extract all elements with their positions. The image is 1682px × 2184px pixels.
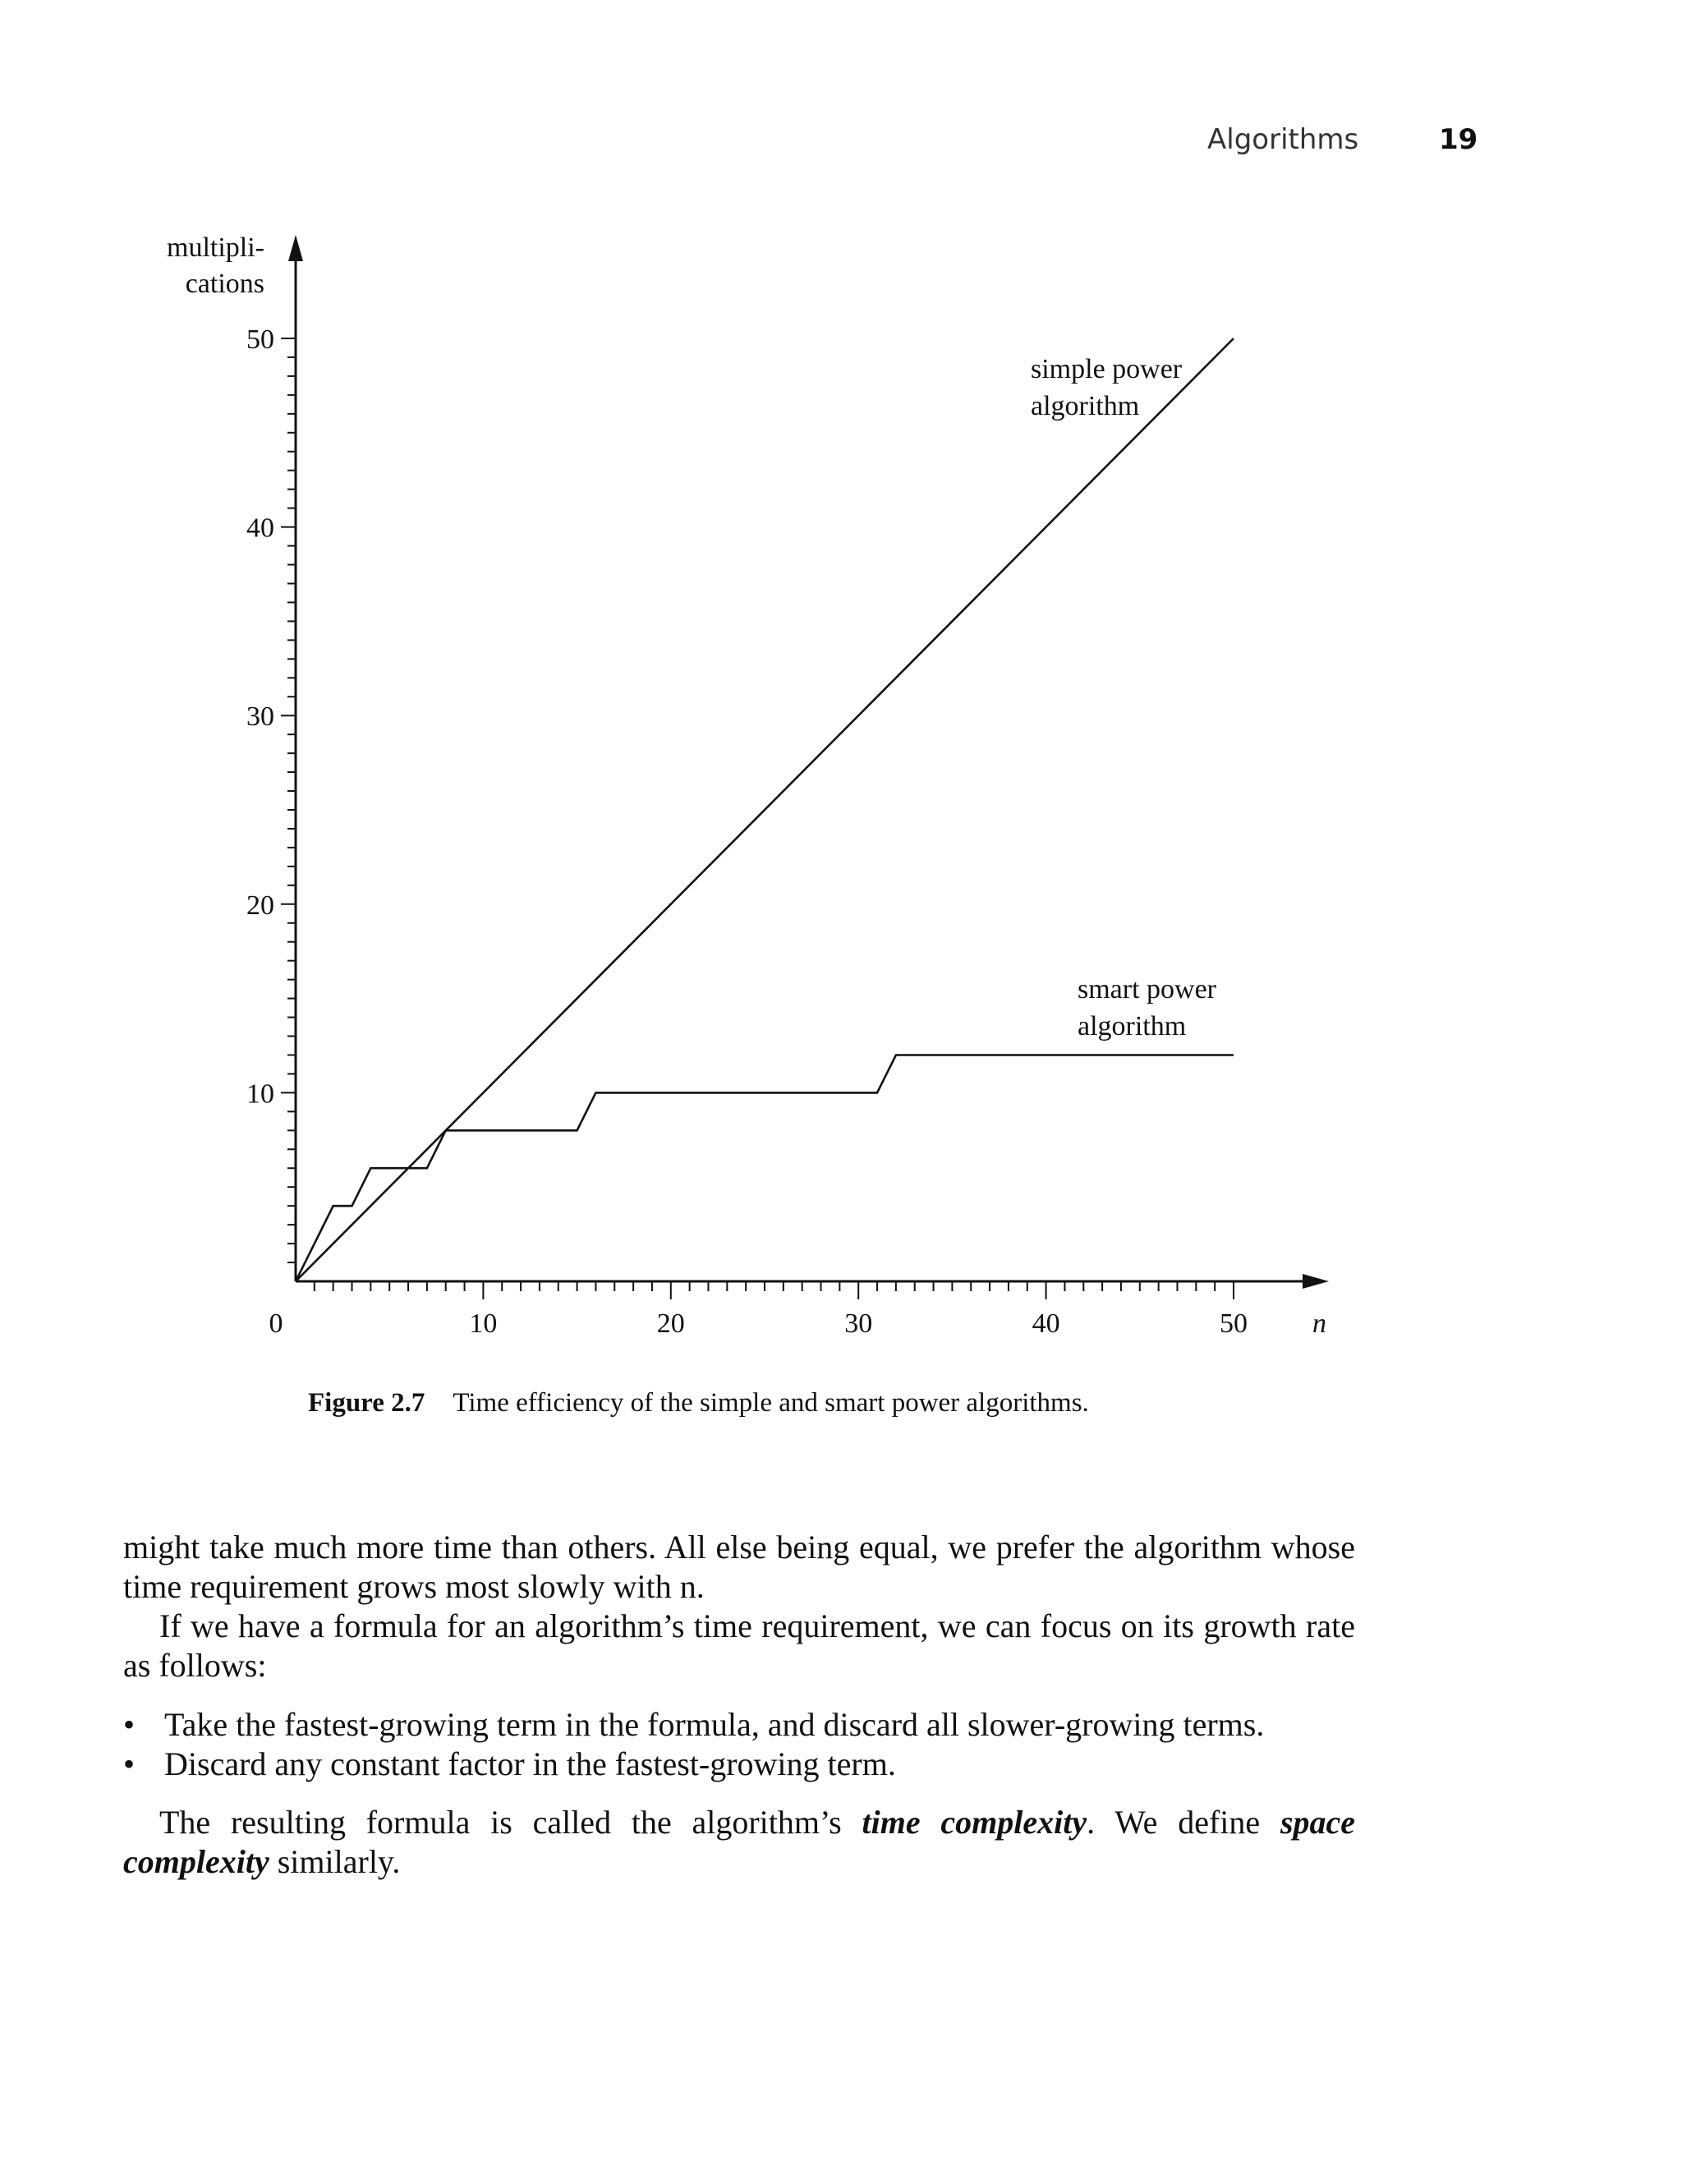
smart-power-label-line1: smart power: [1078, 974, 1217, 1005]
x-axis-arrowhead: [1303, 1274, 1329, 1289]
smart-power-label-line2: algorithm: [1078, 1011, 1187, 1041]
x-tick-label: 40: [1032, 1308, 1060, 1339]
term-time-complexity: time complexity: [862, 1804, 1087, 1841]
bullet-item-1: [123, 1705, 1372, 1745]
page-number: 19: [1439, 123, 1478, 156]
series-line-smart-power: [296, 1055, 1234, 1282]
paragraph-1: might take much more time than others. All else being equal, we prefer the algorithm whose time requirement grows most slowly with n.: [123, 1529, 1355, 1605]
y-axis-label-line1: multipli-: [167, 232, 264, 263]
bullet-mark: •: [123, 1745, 136, 1782]
p3-start: The resulting formula is called the algorithm’s: [159, 1804, 862, 1841]
x-tick-label: 0: [269, 1308, 283, 1339]
figure-caption: [308, 1388, 1089, 1418]
bullet-list: [123, 1705, 1372, 1784]
bullet-item-2: [123, 1745, 1372, 1784]
simple-power-label-line1: simple power: [1031, 354, 1183, 384]
p3-mid: . We define: [1087, 1804, 1280, 1841]
y-tick-label: 20: [246, 890, 274, 921]
y-tick-label: 50: [246, 324, 274, 355]
y-axis-label: [167, 232, 264, 299]
chart-series: [296, 338, 1234, 1281]
caption-text: Time efficiency of the simple and smart power algorithms.: [453, 1388, 1089, 1418]
caption-label: Figure 2.7: [308, 1388, 425, 1418]
y-tick-label: 30: [246, 701, 274, 733]
x-tick-label: 10: [469, 1308, 498, 1339]
y-axis-arrowhead: [288, 235, 303, 261]
paragraph-2: If we have a formula for an algorithm’s time requirement, we can focus on its growth rate as follows:: [123, 1607, 1355, 1684]
x-tick-label: 50: [1220, 1308, 1248, 1339]
term-space-complexity: space complexity: [123, 1804, 1356, 1880]
y-tick-label: 10: [246, 1078, 274, 1110]
x-axis-label: n: [1312, 1308, 1326, 1339]
bullet-mark: •: [123, 1706, 136, 1743]
chart-tick-labels: [246, 324, 1326, 1339]
bullet-text-2: Discard any constant factor in the fastest-growing term.: [164, 1745, 896, 1782]
y-tick-label: 40: [246, 513, 274, 544]
x-tick-label: 30: [844, 1308, 873, 1339]
p3-end: similarly.: [269, 1843, 401, 1880]
chart-series-labels: [1031, 354, 1217, 1041]
running-head: Algorithms: [1207, 123, 1359, 156]
paragraph-3: [123, 1803, 1355, 1882]
series-line-simple-power: [296, 338, 1234, 1281]
x-tick-label: 20: [656, 1308, 685, 1339]
bullet-text-1: Take the fastest-growing term in the formula, and discard all slower-growing terms.: [164, 1706, 1265, 1743]
simple-power-label-line2: algorithm: [1031, 391, 1140, 421]
y-axis-label-line2: cations: [185, 269, 264, 299]
